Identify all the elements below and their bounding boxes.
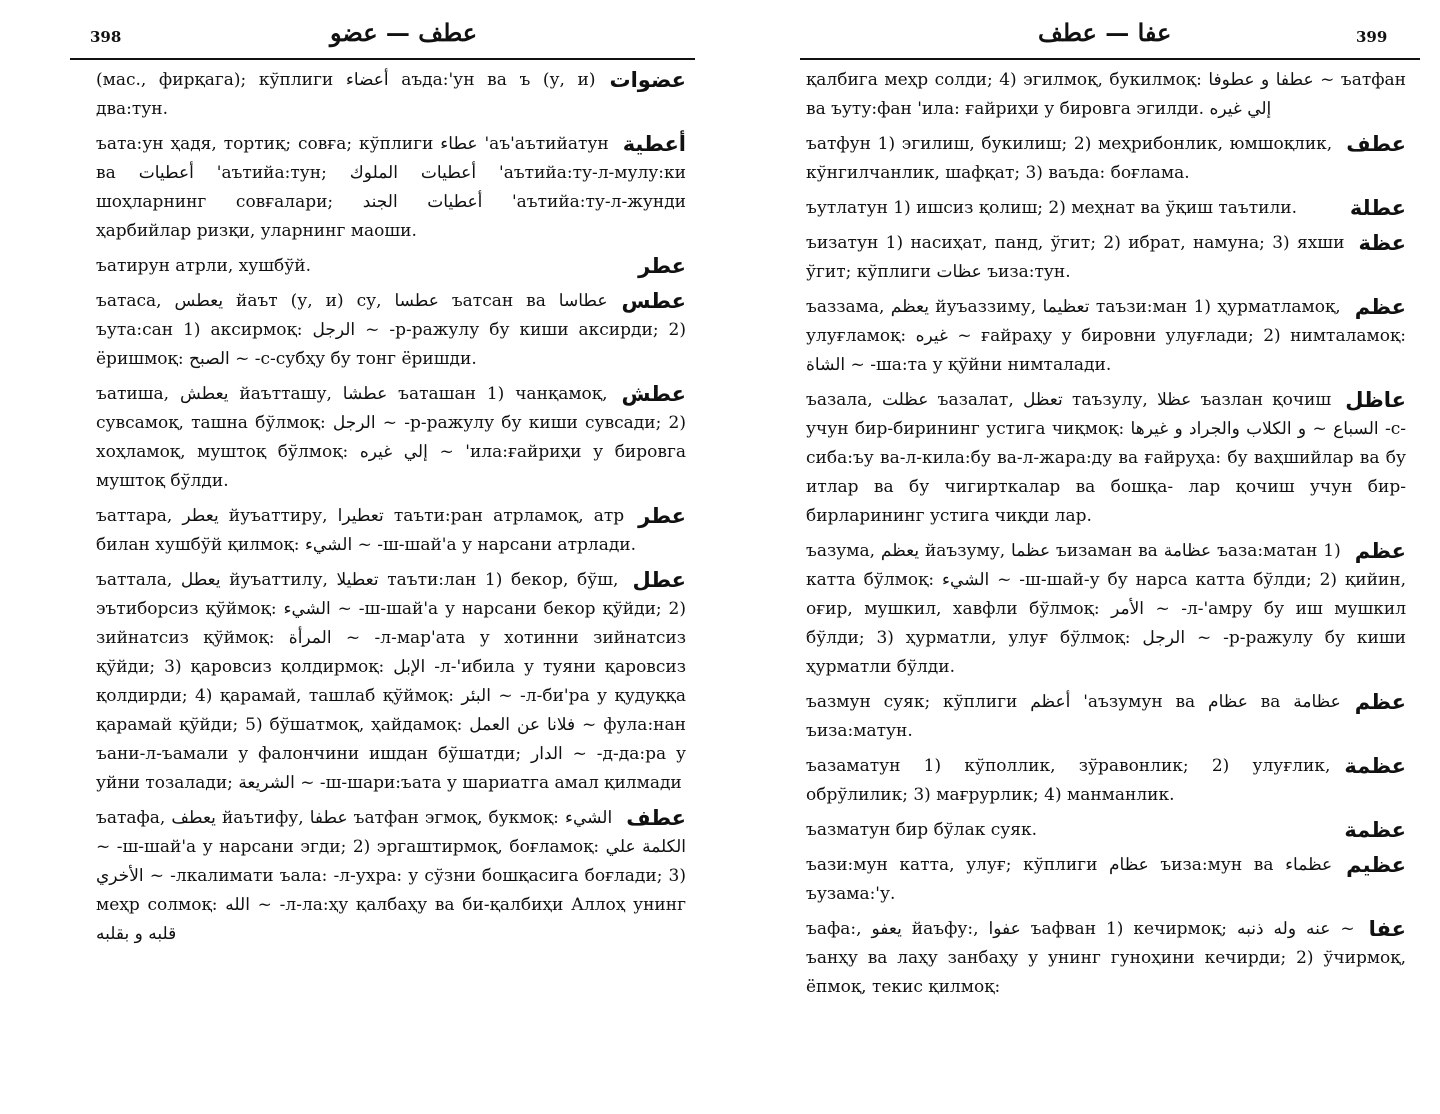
entry-headword: عطر bbox=[638, 254, 686, 278]
dictionary-entry bbox=[806, 688, 1406, 746]
dictionary-entry bbox=[806, 293, 1406, 380]
entry-definition: (мас., фирқага); кўплиги أعضاء аъда:'ун ва ъ (у, и) два:тун. bbox=[96, 70, 596, 119]
entry-definition: ъазматун бир бўлак суяк. bbox=[806, 820, 1038, 840]
entry-headword: عظة bbox=[1358, 231, 1406, 255]
entry-definition: ъазала, عظلت ъазалат, تعظل таъзулу, عظلا ъазлан қочиш учун бир-бирининг устига чиқмоқ: السباع ~ و الكلاب والجراد و غيرها -с-сиба:ъу ва-л-кила:бу ва-л-жара:ду ва ғайруҳа: бу ваҳшийлар ва бу итлар ва бу чигирткалар ва бошқа- лар қочиш учун бир-бирларининг устига чиқди лар. bbox=[806, 390, 1406, 526]
entry-definition: ъатаса, يعطس йаът (у, и) су, عطسا ъатсан ва عطاسا ъута:сан 1) аксирмоқ: الرجل ~ -р-ражулу бу киши аксирди; 2) ёришмоқ: الصبح ~ -с-субҳу бу тонг ёришди. bbox=[96, 291, 686, 369]
dictionary-entry bbox=[806, 816, 1406, 845]
dictionary-entry bbox=[96, 66, 686, 124]
entry-definition: ъатафа, يعطف йаътифу, عطفا ъатфан эгмоқ, букмоқ: الشيء ~ -ш-шай'а у нарсани эгди; 2) эргаштирмоқ, боғламоқ: الكلمة علي الأخري ~ -лкалимати ъала: -л-ухра: у сўзни бошқасига боғлади; 3) меҳр солмоқ: الله ~ -л-ла:ҳу қалбаҳу ва би-қалбиҳи Аллоҳ унинг قلبه و بقلبه bbox=[96, 808, 686, 944]
dictionary-entry bbox=[806, 229, 1406, 287]
entry-headword: عاظل bbox=[1345, 388, 1406, 412]
dictionary-entry bbox=[96, 130, 686, 246]
dictionary-entry bbox=[96, 804, 686, 949]
dictionary-entry bbox=[96, 566, 686, 798]
dictionary-entry bbox=[806, 66, 1406, 124]
entry-definition: ъазаматун 1) кўполлик, зўравонлик; 2) улуғлик, обрўлилик; 3) мағрурлик; 4) манманлик. bbox=[806, 756, 1331, 805]
entry-definition: ъатиша, يعطش йаътташу, عطشا ъаташан 1) чанқамоқ, сувсамоқ, ташна бўлмоқ: الرجل ~ -р-ражулу бу киши сувсади; 2) хоҳламоқ, муштоқ бўлмоқ: إلي غيره ~ 'ила:ғайриҳи у бировга муштоқ бўлди. bbox=[96, 384, 686, 491]
entry-headword: عطف bbox=[626, 806, 686, 830]
dictionary-entry bbox=[806, 130, 1406, 188]
dictionary-entry bbox=[806, 752, 1406, 810]
right-page bbox=[720, 0, 1440, 1114]
entry-definition: ъаттара, يعطر йуъаттиру, تعطيرا таъти:ран атрламоқ, атр билан хушбўй қилмоқ: الشيء ~ -ш-шай'а у нарсани атрлади. bbox=[96, 506, 637, 555]
dictionary-entry bbox=[806, 386, 1406, 531]
dictionary-entry bbox=[806, 194, 1406, 223]
dictionary-entry bbox=[96, 252, 686, 281]
entry-definition: ъаттала, يعطل йуъаттилу, تعطيلا таъти:лан 1) бекор, бўш, эътиборсиз қўймоқ: الشيء ~ -ш-шай'а у нарсани бекор қўйди; 2) зийнатсиз қўймоқ: المرأة ~ -л-мар'ата у хотинни зийнатсиз қўйди; 3) қаровсиз қолдирмоқ: الإبل -л-'ибила у туяни қаровсиз қолдирди; 4) қарамай, ташлаб қўймоқ: البئر ~ -л-би'ра у қудуққа қарамай қўйди; 5) бўшатмоқ, ҳайдамоқ: فلانا عن العمل ~ фула:нан ъани-л-ъамали у фалончини ишдан бўшатди; الدار ~ -д-да:ра у уйни тозалади; الشريعة ~ -ш-шари:ъата у шариатга амал қилмади bbox=[96, 570, 687, 793]
entries-column bbox=[96, 66, 686, 1074]
entry-headword: عفا bbox=[1368, 917, 1406, 941]
entry-definition: ъизатун 1) насиҳат, панд, ўгит; 2) ибрат, намуна; 3) яхши ўгит; кўплиги عظات ъиза:тун. bbox=[806, 233, 1345, 282]
entry-headword: عظم bbox=[1354, 539, 1406, 563]
dictionary-entry bbox=[96, 502, 686, 560]
entry-headword: عظمة bbox=[1344, 818, 1406, 842]
entry-headword: عضوات bbox=[609, 68, 686, 92]
entry-definition: ъутлатун 1) ишсиз қолиш; 2) меҳнат ва ўқиш таътили. bbox=[806, 198, 1297, 218]
page-number: 398 bbox=[90, 28, 122, 46]
running-head: عطف — عضو bbox=[330, 18, 478, 47]
entry-headword: عطس bbox=[621, 289, 686, 313]
entry-definition: ъафа:, يعفو йаъфу:, عفوا ъафван 1) кечирмоқ; عنه وله ذنبه ~ ъанҳу ва лаҳу занбаҳу у унинг гуноҳини кечирди; 2) ўчирмоқ, ёпмоқ, текис қилмоқ: bbox=[806, 919, 1406, 997]
entry-definition: қалбига меҳр солди; 4) эгилмоқ, букилмоқ: عطفا و عطوفا ~ ъатфан ва ъуту:фан 'ила: ғайриҳи у бировга эгилди. إلي غيره bbox=[806, 70, 1407, 119]
entry-headword: عطل bbox=[632, 568, 686, 592]
dictionary-entry bbox=[806, 537, 1406, 682]
entry-headword: عظم bbox=[1354, 295, 1406, 319]
page-number: 399 bbox=[1356, 28, 1388, 46]
header-rule bbox=[800, 58, 1420, 60]
entry-definition: ъазмун суяк; кўплиги أعظم 'аъзумун ва عظام ва عظامة ъиза:матун. bbox=[806, 692, 1341, 741]
entry-headword: عطف bbox=[1346, 132, 1406, 156]
entry-definition: ъатирун атрли, хушбўй. bbox=[96, 256, 312, 276]
header-rule bbox=[70, 58, 695, 60]
entry-definition: ъатфун 1) эгилиш, букилиш; 2) меҳрибонлик, юмшоқлик, кўнгилчанлик, шафқат; 3) ваъда: боғлама. bbox=[806, 134, 1333, 183]
entry-headword: أعطية bbox=[622, 132, 686, 156]
entries-column bbox=[806, 66, 1406, 1074]
entry-headword: عطش bbox=[621, 382, 686, 406]
dictionary-entry bbox=[806, 851, 1406, 909]
entry-definition: ъаззама, يعظم йуъаззиму, تعظيما таъзи:ман 1) ҳурматламоқ, улуғламоқ: غيره ~ ғайраҳу у бировни улуғлади; 2) нимталамоқ: الشاة ~ -ша:та у қўйни нимталади. bbox=[806, 297, 1406, 375]
entry-headword: عظمة bbox=[1344, 754, 1406, 778]
entry-definition: ъази:мун катта, улуғ; кўплиги عظام ъиза:мун ва عظماء ъузама:'у. bbox=[806, 855, 1333, 904]
dictionary-entry bbox=[96, 380, 686, 496]
dictionary-entry bbox=[806, 915, 1406, 1002]
entry-headword: عطر bbox=[638, 504, 686, 528]
entry-headword: عظيم bbox=[1346, 853, 1406, 877]
dictionary-entry bbox=[96, 287, 686, 374]
entry-definition: ъата:ун ҳадя, тортиқ; совға; кўплиги عطاء 'аъ'аътийатун ва أعطيات 'аътийа:тун; أعطيات الملوك 'аътийа:ту-л-мулу:ки шоҳларнинг совғалари; أعطيات الجند 'аътийа:ту-л-жунди ҳарбийлар ризқи, уларнинг маоши. bbox=[96, 134, 686, 241]
entry-headword: عظم bbox=[1354, 690, 1406, 714]
running-head: عفا — عطف bbox=[1038, 18, 1172, 47]
entry-headword: عطلة bbox=[1349, 196, 1406, 220]
entry-definition: ъазума, يعظم йаъзуму, عظما ъизаман ва عظامة ъаза:матан 1) катта бўлмоқ: الشيء ~ -ш-шай-у бу нарса катта бўлди; 2) қийин, оғир, мушкил, хавфли бўлмоқ: الأمر ~ -л-'амру бу иш мушкил бўлди; 3) ҳурматли, улуғ бўлмоқ: الرجل ~ -р-ражулу бу киши ҳурматли бўлди. bbox=[806, 541, 1407, 677]
